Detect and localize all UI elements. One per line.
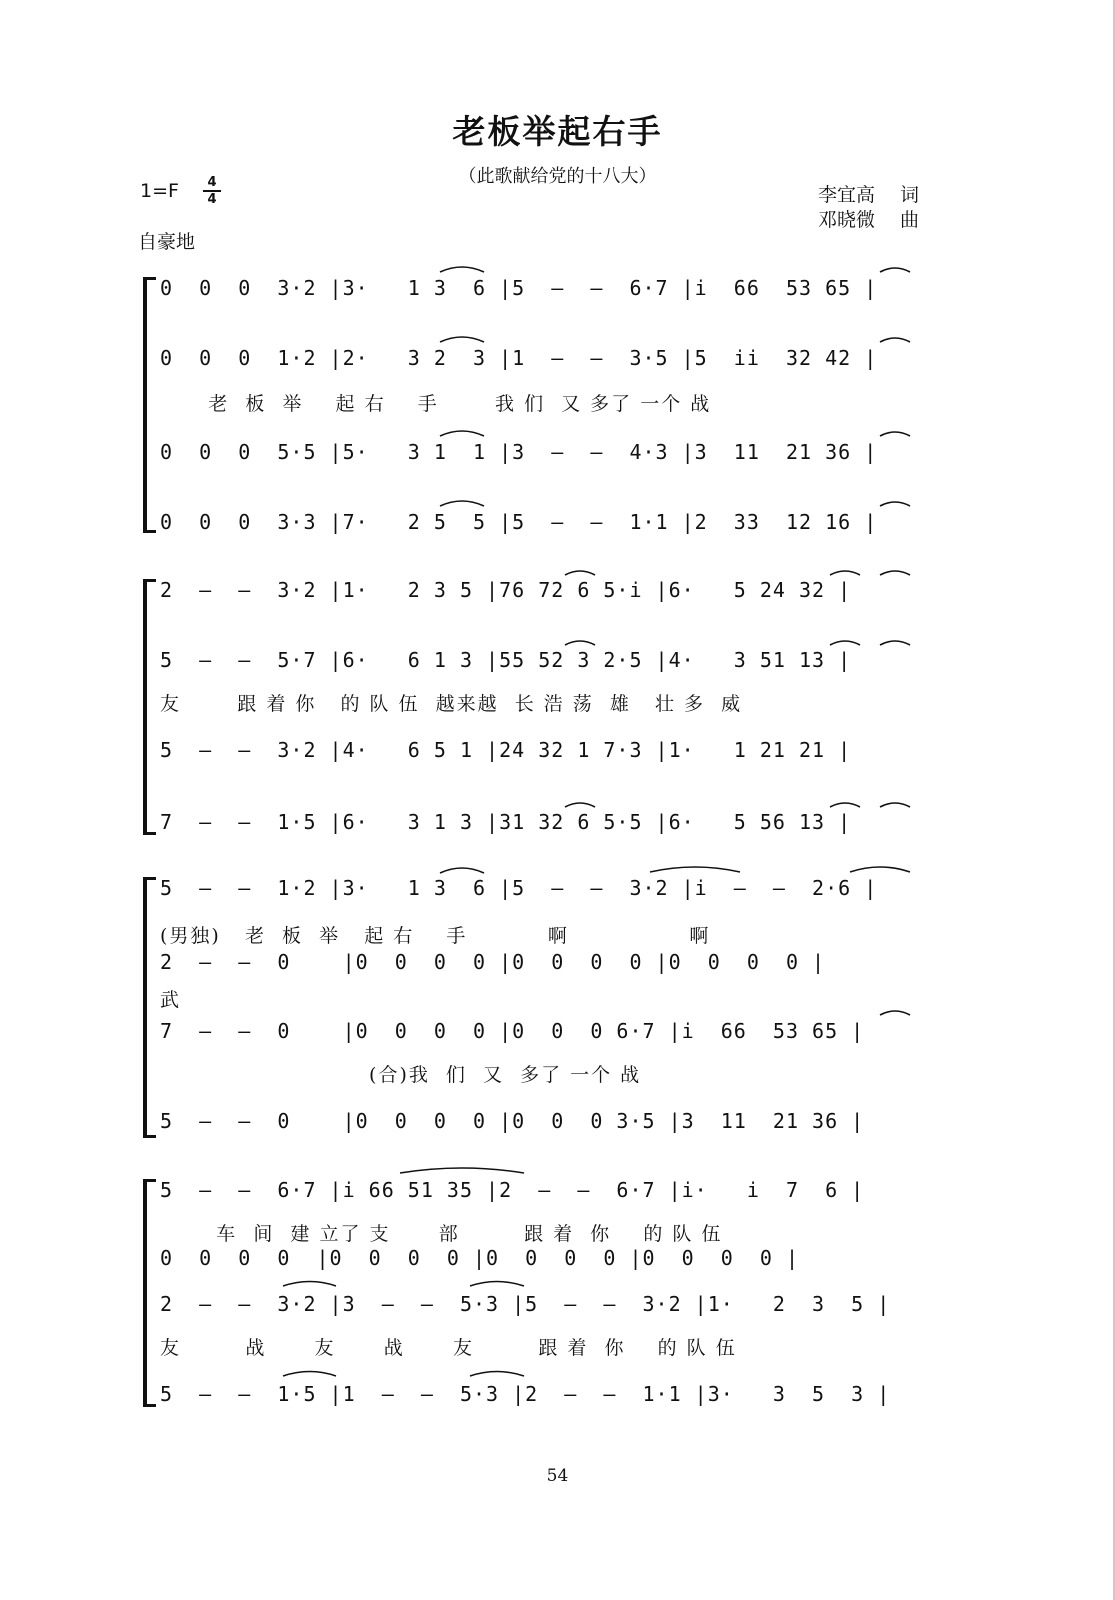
- voice-3-staff: 7 — — 0 |0 0 0 0 |0 0 0 6·7 |i 66 53 65 |: [160, 1019, 865, 1043]
- lyric-line: 老 板 举 起 右 手 我 们 又 多了 一个 战: [160, 393, 712, 415]
- voice-2-staff: 5 — — 5·7 |6· 6 1 3 |55 52 3 2·5 |4· 3 51 13 |: [160, 648, 852, 672]
- time-signature-top: 4: [207, 175, 217, 190]
- lyricist-name: 李宜高: [818, 184, 876, 206]
- voice-3-staff: 2 — — 3·2 |3 — — 5·3 |5 — — 3·2 |1· 2 3 5 |: [160, 1292, 891, 1316]
- lyric-line-voice-3: 友 战 友 战 友 跟 着 你 的 队 伍: [160, 1337, 737, 1359]
- score-system-1: [140, 268, 930, 543]
- song-subtitle: （此歌献给党的十八大）: [458, 166, 657, 187]
- song-title: 老板举起右手: [452, 112, 663, 151]
- score-system-4: [140, 1170, 930, 1415]
- voice-2-staff: 2 — — 0 |0 0 0 0 |0 0 0 0 |0 0 0 0 |: [160, 950, 826, 974]
- score-system-3: [140, 868, 930, 1143]
- lyricist-credit: [818, 180, 920, 207]
- voice-2-staff: 0 0 0 0 |0 0 0 0 |0 0 0 0 |0 0 0 0 |: [160, 1246, 800, 1270]
- lyric-line-voice-1: 车 间 建 立了 支 部 跟 着 你 的 队 伍: [160, 1223, 723, 1245]
- voice-4-staff: 5 — — 1·5 |1 — — 5·3 |2 — — 1·1 |3· 3 5 3 |: [160, 1382, 891, 1406]
- score-system-2: [140, 570, 930, 845]
- voice-2-staff: 0 0 0 1·2 |2· 3 2 3 |1 — — 3·5 |5 ii 32 42 |: [160, 346, 878, 370]
- voice-1-staff: 5 — — 1·2 |3· 1 3 6 |5 — — 3·2 |i — — 2·6 |: [160, 876, 878, 900]
- voice-1-staff: 0 0 0 3·2 |3· 1 3 6 |5 — — 6·7 |i 66 53 65 |: [160, 276, 878, 300]
- composer-name: 邓晓微: [818, 209, 876, 231]
- lyric-line-voice-2: 武: [160, 989, 182, 1011]
- composer-role: 曲: [900, 209, 920, 231]
- lyric-line: 友 跟 着 你 的 队 伍 越来越 长 浩 荡 雄 壮 多 威: [160, 693, 743, 715]
- time-signature: [203, 176, 221, 206]
- voice-3-staff: 5 — — 3·2 |4· 6 5 1 |24 32 1 7·3 |1· 1 21 21 |: [160, 738, 852, 762]
- time-signature-bottom: 4: [207, 192, 217, 207]
- lyricist-role: 词: [900, 184, 920, 206]
- voice-4-staff: 7 — — 1·5 |6· 3 1 3 |31 32 6 5·5 |6· 5 56 13 |: [160, 810, 852, 834]
- lyric-line-chorus: (合)我 们 又 多了 一个 战: [160, 1064, 642, 1086]
- voice-4-staff: 5 — — 0 |0 0 0 0 |0 0 0 3·5 |3 11 21 36 |: [160, 1109, 865, 1133]
- lyric-line-solo: (男独) 老 板 举 起 右 手 啊 啊: [160, 925, 711, 947]
- voice-3-staff: 0 0 0 5·5 |5· 3 1 1 |3 — — 4·3 |3 11 21 36 |: [160, 440, 878, 464]
- tempo-marking: 自豪地: [138, 231, 196, 253]
- voice-1-staff: 2 — — 3·2 |1· 2 3 5 |76 72 6 5·i |6· 5 24 32 |: [160, 578, 852, 602]
- key-signature: 1=F: [140, 180, 179, 202]
- voice-1-staff: 5 — — 6·7 |i 66 51 35 |2 — — 6·7 |i· i 7 6 |: [160, 1178, 865, 1202]
- page-number: 54: [546, 1466, 569, 1486]
- composer-credit: [818, 205, 920, 232]
- voice-4-staff: 0 0 0 3·3 |7· 2 5 5 |5 — — 1·1 |2 33 12 16 |: [160, 510, 878, 534]
